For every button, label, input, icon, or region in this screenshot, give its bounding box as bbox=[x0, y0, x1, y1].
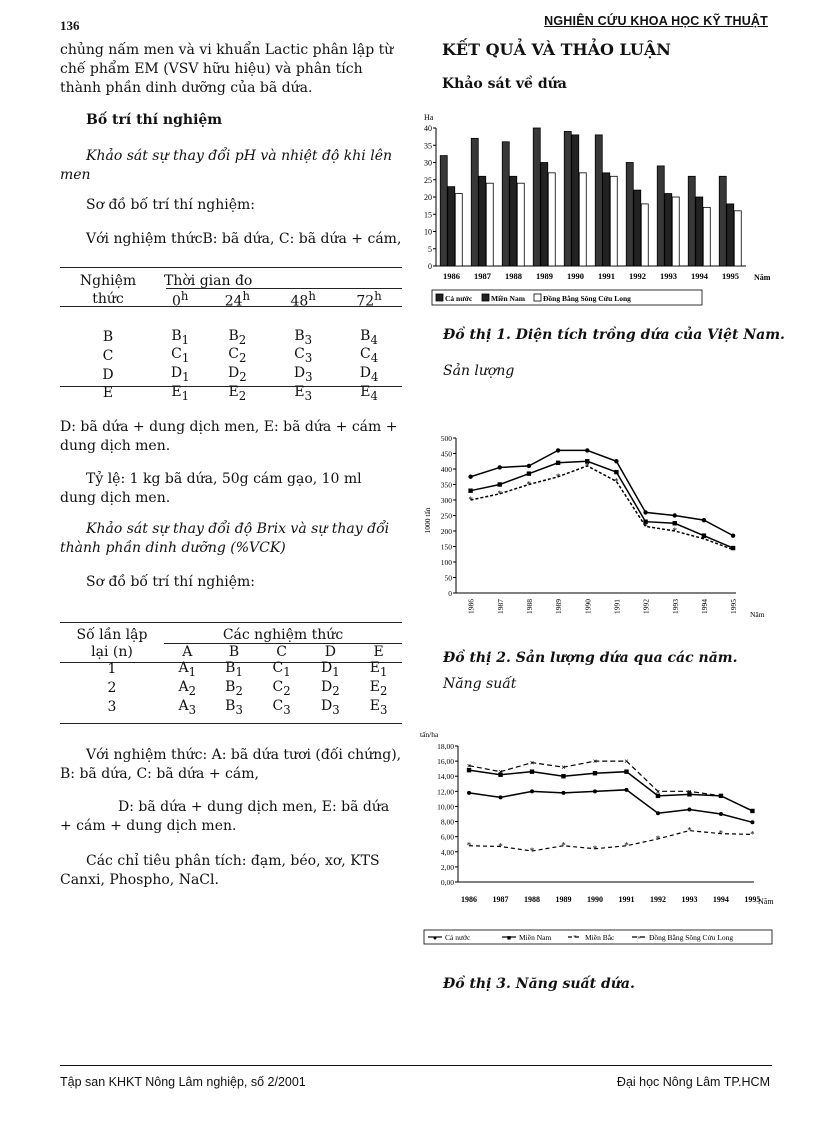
bar bbox=[448, 187, 455, 266]
ratio-paragraph: Tỷ lệ: 1 kg bã dứa, 50g cám gạo, 10 ml dung dịch men. bbox=[60, 471, 362, 506]
legend-marker: ■ bbox=[506, 934, 512, 942]
y-tick-label: 0 bbox=[448, 589, 452, 598]
x-tick-label: 1987 bbox=[492, 895, 509, 904]
y-tick-label: 2,00 bbox=[440, 862, 454, 872]
data-point bbox=[687, 807, 691, 811]
data-point bbox=[498, 465, 502, 469]
data-point: × bbox=[718, 791, 724, 801]
data-point bbox=[527, 464, 531, 468]
bar bbox=[727, 204, 734, 266]
y-tick-label: 150 bbox=[440, 542, 452, 552]
table1-row: E $E_1$ $E_2$ $E_3$ $E_4$ bbox=[102, 384, 378, 403]
x-tick-label: 1992 bbox=[641, 599, 651, 614]
x-tick-label: 1986 bbox=[461, 895, 478, 904]
y-tick-label: 40 bbox=[424, 124, 432, 133]
bar bbox=[626, 163, 633, 267]
table2-top-rule bbox=[60, 622, 402, 623]
table2-bottom-rule bbox=[60, 723, 402, 724]
x-tick-label: 1992 bbox=[629, 271, 646, 281]
bar bbox=[696, 197, 703, 266]
data-point: * bbox=[701, 533, 707, 544]
x-tick-label: 1991 bbox=[598, 271, 615, 281]
data-point: * bbox=[672, 526, 677, 536]
x-tick-label: 1988 bbox=[505, 271, 522, 281]
table-ph-measurement bbox=[60, 272, 402, 403]
table1-time-cell: 48$^h$ bbox=[290, 289, 316, 310]
data-point bbox=[624, 769, 628, 773]
y-tick-label: 20 bbox=[424, 193, 432, 202]
legend-entry: Đồng Bằng Sông Cửu Long bbox=[649, 933, 734, 942]
y-tick-label: 50 bbox=[444, 573, 452, 583]
data-point: * bbox=[718, 828, 724, 839]
table1-row: D $D_1$ $D_2$ $D_3$ $D_4$ bbox=[102, 365, 379, 385]
x-tick-label: 1986 bbox=[466, 599, 476, 614]
table2-col-header: E bbox=[373, 643, 384, 660]
table2-header-treatments: Các nghiệm thức bbox=[222, 626, 344, 643]
legend-marker: × bbox=[637, 934, 641, 942]
data-point bbox=[499, 795, 503, 799]
section-production: Sản lượng bbox=[443, 363, 515, 379]
x-tick-label: 1989 bbox=[536, 271, 553, 281]
y-axis-title: tấn/ha bbox=[420, 730, 439, 739]
bar bbox=[548, 173, 555, 266]
data-point bbox=[673, 513, 677, 517]
legend-swatch bbox=[482, 294, 489, 301]
legend-marker: * bbox=[573, 934, 577, 942]
bar bbox=[610, 176, 617, 266]
y-tick-label: 300 bbox=[440, 496, 452, 505]
data-point: * bbox=[466, 840, 472, 851]
y-axis-title: Ha bbox=[424, 113, 434, 122]
data-point bbox=[468, 489, 472, 493]
chart-planting-area bbox=[418, 108, 778, 310]
footer-university: Đại học Nông Lâm TP.HCM bbox=[616, 1075, 770, 1089]
y-tick-label: 0 bbox=[428, 262, 432, 271]
chart-yield bbox=[418, 728, 778, 958]
table1-header-time: Thời gian đo bbox=[164, 272, 253, 289]
x-tick-label: 1993 bbox=[670, 599, 680, 614]
y-tick-label: 200 bbox=[440, 527, 452, 536]
legend-swatch bbox=[534, 294, 541, 301]
series-line bbox=[466, 828, 752, 851]
table2-row: 2 $A_2$ $B_2$ $C_2$ $D_2$ $E_2$ bbox=[107, 678, 388, 698]
data-point: * bbox=[730, 544, 736, 555]
caption-chart-3: Đồ thị 3. Năng suất dứa. bbox=[443, 976, 635, 992]
legend-entry: Miền Nam bbox=[491, 294, 525, 303]
treatment-description-2: D: bã dứa + dung dịch men, E: bã dứa + cám + dung dịch men. bbox=[60, 419, 398, 454]
legend-entry: Miền Nam bbox=[519, 933, 552, 942]
bar bbox=[572, 135, 579, 266]
y-tick-label: 6,00 bbox=[440, 832, 454, 842]
bar bbox=[479, 176, 486, 266]
x-tick-label: 1990 bbox=[586, 895, 603, 904]
y-tick-label: 10 bbox=[424, 227, 432, 237]
table1-top-rule bbox=[60, 267, 402, 268]
legend-entry: Cả nước bbox=[445, 933, 471, 942]
data-point: * bbox=[687, 825, 692, 836]
data-point bbox=[750, 820, 754, 824]
journal-header: NGHIÊN CỨU KHOA HỌC KỸ THUẬT bbox=[544, 14, 768, 28]
table2-header-replicates: Số lần lập bbox=[76, 626, 148, 643]
data-point bbox=[585, 448, 589, 452]
y-tick-label: 14,00 bbox=[437, 772, 454, 782]
y-tick-label: 250 bbox=[440, 511, 452, 521]
legend-entry: Cả nước bbox=[445, 294, 473, 303]
bar bbox=[657, 166, 664, 266]
data-point bbox=[530, 789, 534, 793]
table1-row: C $C_1$ $C_2$ $C_3$ $C_4$ bbox=[102, 346, 379, 366]
data-point: × bbox=[655, 787, 661, 797]
heading-experiment-layout: Bố trí thí nghiệm bbox=[86, 112, 223, 128]
x-tick-label: 1991 bbox=[618, 895, 635, 904]
table2-col-header: D bbox=[324, 643, 336, 660]
legend-entry: Đồng Bằng Sông Cửu Long bbox=[543, 294, 631, 303]
data-point bbox=[556, 461, 560, 465]
y-tick-label: 25 bbox=[424, 175, 432, 185]
table-brix-replicates bbox=[60, 626, 402, 716]
data-point bbox=[673, 521, 677, 525]
diagram-label-1: Sơ đồ bố trí thí nghiệm: bbox=[86, 197, 255, 213]
x-tick-label: 1988 bbox=[524, 599, 534, 614]
legend-entry: Miền Bắc bbox=[585, 933, 615, 942]
y-tick-label: 8,00 bbox=[440, 817, 454, 827]
table2-col-header: B bbox=[228, 643, 240, 660]
x-axis-title: Năm bbox=[754, 273, 771, 282]
data-point bbox=[614, 470, 618, 474]
caption-chart-1: Đồ thị 1. Diện tích trồng dứa của Việt Nam. bbox=[443, 327, 785, 343]
y-axis-title: 1000 tấn bbox=[423, 507, 432, 534]
data-point bbox=[656, 811, 660, 815]
chart-production bbox=[418, 428, 778, 628]
bar bbox=[665, 194, 672, 266]
y-tick-label: 35 bbox=[424, 141, 432, 151]
x-tick-label: 1991 bbox=[612, 599, 622, 614]
data-point bbox=[561, 791, 565, 795]
table1-header-treatment: Nghiệm bbox=[79, 272, 137, 289]
x-tick-label: 1995 bbox=[729, 599, 739, 614]
page-number: 136 bbox=[60, 18, 80, 33]
x-tick-label: 1989 bbox=[554, 599, 564, 614]
data-point bbox=[731, 533, 735, 537]
data-point: * bbox=[592, 843, 598, 854]
data-point bbox=[643, 510, 647, 514]
results-subtitle: Khảo sát về dứa bbox=[442, 76, 567, 92]
x-tick-label: 1995 bbox=[722, 271, 739, 281]
table1-time-cell: 0$^h$ bbox=[172, 289, 189, 310]
bar bbox=[486, 183, 493, 266]
data-point: × bbox=[624, 757, 629, 767]
x-axis-title: Năm bbox=[750, 610, 765, 619]
x-tick-label: 1995 bbox=[744, 895, 761, 904]
bar bbox=[672, 197, 679, 266]
treatment-description-3a: Với nghiệm thức: A: bã dứa tươi (đối chứng), B: bã dứa, C: bã dứa + cám, bbox=[60, 747, 402, 782]
data-point bbox=[702, 518, 706, 522]
x-tick-label: 1994 bbox=[691, 271, 708, 281]
data-point: × bbox=[498, 767, 503, 777]
data-point: * bbox=[468, 495, 473, 505]
bar bbox=[634, 190, 641, 266]
data-point: * bbox=[526, 479, 532, 490]
x-tick-label: 1993 bbox=[660, 271, 677, 281]
legend-marker: ● bbox=[432, 934, 438, 942]
treatment-description-3b: D: bã dứa + dung dịch men, E: bã dứa + cám + dung dịch men. bbox=[60, 799, 390, 834]
y-tick-label: 18,00 bbox=[437, 742, 454, 751]
bar bbox=[533, 128, 540, 266]
data-point bbox=[719, 812, 723, 816]
bar bbox=[603, 173, 610, 266]
data-point: * bbox=[624, 840, 629, 851]
x-tick-label: 1990 bbox=[567, 271, 584, 281]
series-line bbox=[466, 758, 752, 811]
x-tick-label: 1989 bbox=[555, 895, 572, 904]
x-tick-label: 1994 bbox=[699, 599, 709, 614]
legend-swatch bbox=[436, 294, 443, 301]
footer-journal: Tập san KHKT Nông Lâm nghiệp, số 2/2001 bbox=[60, 1075, 306, 1089]
intro-paragraph bbox=[60, 41, 402, 98]
table1-time-cell: 24$^h$ bbox=[224, 289, 251, 310]
series-line bbox=[471, 466, 734, 550]
data-point: × bbox=[750, 806, 755, 816]
bar bbox=[502, 142, 509, 266]
subsection-brix: Khảo sát sự thay đổi độ Brix và sự thay đổi thành phần dinh dưỡng (%VCK) bbox=[60, 521, 390, 556]
y-tick-label: 12,00 bbox=[437, 787, 454, 797]
data-point: × bbox=[687, 787, 692, 797]
data-point bbox=[530, 769, 534, 773]
table1-header-treatment-2: thức bbox=[92, 291, 124, 308]
y-tick-label: 10,00 bbox=[437, 802, 454, 812]
bar bbox=[541, 163, 548, 267]
y-tick-label: 350 bbox=[440, 480, 452, 490]
results-title: KẾT QUẢ VÀ THẢO LUẬN bbox=[442, 40, 671, 59]
data-point: * bbox=[750, 829, 755, 840]
section-yield: Năng suất bbox=[443, 676, 517, 692]
y-tick-label: 450 bbox=[440, 449, 452, 459]
data-point: × bbox=[561, 763, 566, 773]
series-line bbox=[471, 450, 734, 535]
data-point: * bbox=[498, 841, 503, 852]
x-axis-title: Năm bbox=[758, 897, 774, 906]
bar bbox=[641, 204, 648, 266]
table1-time-cell: 72$^h$ bbox=[356, 289, 382, 310]
data-point bbox=[593, 789, 597, 793]
y-tick-label: 500 bbox=[440, 434, 452, 443]
diagram-label-2: Sơ đồ bố trí thí nghiệm: bbox=[86, 574, 255, 590]
series-line bbox=[471, 461, 734, 548]
data-point: × bbox=[529, 758, 535, 768]
bar bbox=[703, 207, 710, 266]
bar bbox=[440, 156, 447, 266]
bar bbox=[688, 176, 695, 266]
data-point: * bbox=[497, 488, 502, 499]
data-point bbox=[527, 471, 531, 475]
x-tick-label: 1993 bbox=[681, 895, 698, 904]
data-point: * bbox=[529, 846, 535, 857]
bar bbox=[719, 176, 726, 266]
bar bbox=[517, 183, 524, 266]
data-point bbox=[593, 771, 597, 775]
data-point: * bbox=[585, 460, 590, 471]
data-point: × bbox=[592, 757, 598, 767]
data-point bbox=[614, 459, 618, 463]
data-point: * bbox=[555, 471, 561, 482]
x-tick-label: 1987 bbox=[495, 599, 505, 614]
data-point bbox=[561, 774, 565, 778]
table2-col-header: C bbox=[276, 643, 287, 660]
x-tick-label: 1990 bbox=[583, 599, 593, 614]
caption-chart-2: Đồ thị 2. Sản lượng dứa qua các năm. bbox=[443, 650, 738, 666]
data-point bbox=[498, 482, 502, 486]
y-tick-label: 0,00 bbox=[440, 878, 454, 887]
table2-header-replicates-2: lại (n) bbox=[91, 643, 133, 660]
subsection-ph-temperature: Khảo sát sự thay đổi pH và nhiệt độ khi lên men bbox=[60, 148, 393, 183]
y-tick-label: 4,00 bbox=[440, 847, 454, 857]
data-point bbox=[624, 788, 628, 792]
data-point: * bbox=[655, 833, 661, 844]
data-point bbox=[556, 448, 560, 452]
y-tick-label: 400 bbox=[440, 465, 452, 474]
footer-rule bbox=[60, 1065, 772, 1066]
data-point: * bbox=[643, 521, 648, 532]
analysis-indicators: Các chỉ tiêu phân tích: đạm, béo, xơ, KTS Canxi, Phospho, NaCl. bbox=[60, 853, 380, 888]
x-tick-label: 1988 bbox=[524, 895, 540, 904]
x-tick-label: 1986 bbox=[443, 271, 460, 281]
x-tick-label: 1992 bbox=[649, 895, 666, 904]
table2-row: 1 $A_1$ $B_1$ $C_1$ $D_1$ $E_1$ bbox=[107, 660, 388, 679]
x-tick-label: 1987 bbox=[474, 271, 491, 281]
bar bbox=[734, 211, 741, 266]
data-point: × bbox=[466, 761, 472, 771]
data-point: * bbox=[561, 840, 566, 851]
y-tick-label: 16,00 bbox=[437, 757, 454, 767]
table2-col-header: A bbox=[182, 643, 193, 660]
bar bbox=[564, 131, 571, 266]
data-point bbox=[468, 475, 472, 479]
table1-row: B $B_1$ $B_2$ $B_3$ $B_4$ bbox=[102, 327, 378, 347]
y-tick-label: 100 bbox=[440, 558, 452, 567]
y-tick-label: 30 bbox=[424, 158, 432, 168]
y-tick-label: 5 bbox=[428, 244, 432, 254]
table2-row: 3 $A_3$ $B_3$ $C_3$ $D_3$ $E_3$ bbox=[107, 697, 388, 717]
bar bbox=[471, 138, 478, 266]
bar bbox=[455, 194, 462, 266]
bar bbox=[595, 135, 602, 266]
x-tick-label: 1994 bbox=[712, 895, 729, 904]
data-point bbox=[467, 791, 471, 795]
bar bbox=[579, 173, 586, 266]
bar bbox=[510, 176, 517, 266]
treatment-description-1: Với nghiệm thứcB: bã dứa, C: bã dứa + cám, bbox=[86, 231, 402, 247]
intro-text: chủng nấm men và vi khuẩn Lactic phân lập từ chế phẩm EM (VSV hữu hiệu) và phân tích thành phần dinh dưỡng của bã dứa. bbox=[60, 42, 394, 96]
y-tick-label: 15 bbox=[424, 210, 432, 220]
data-point: * bbox=[614, 476, 619, 487]
